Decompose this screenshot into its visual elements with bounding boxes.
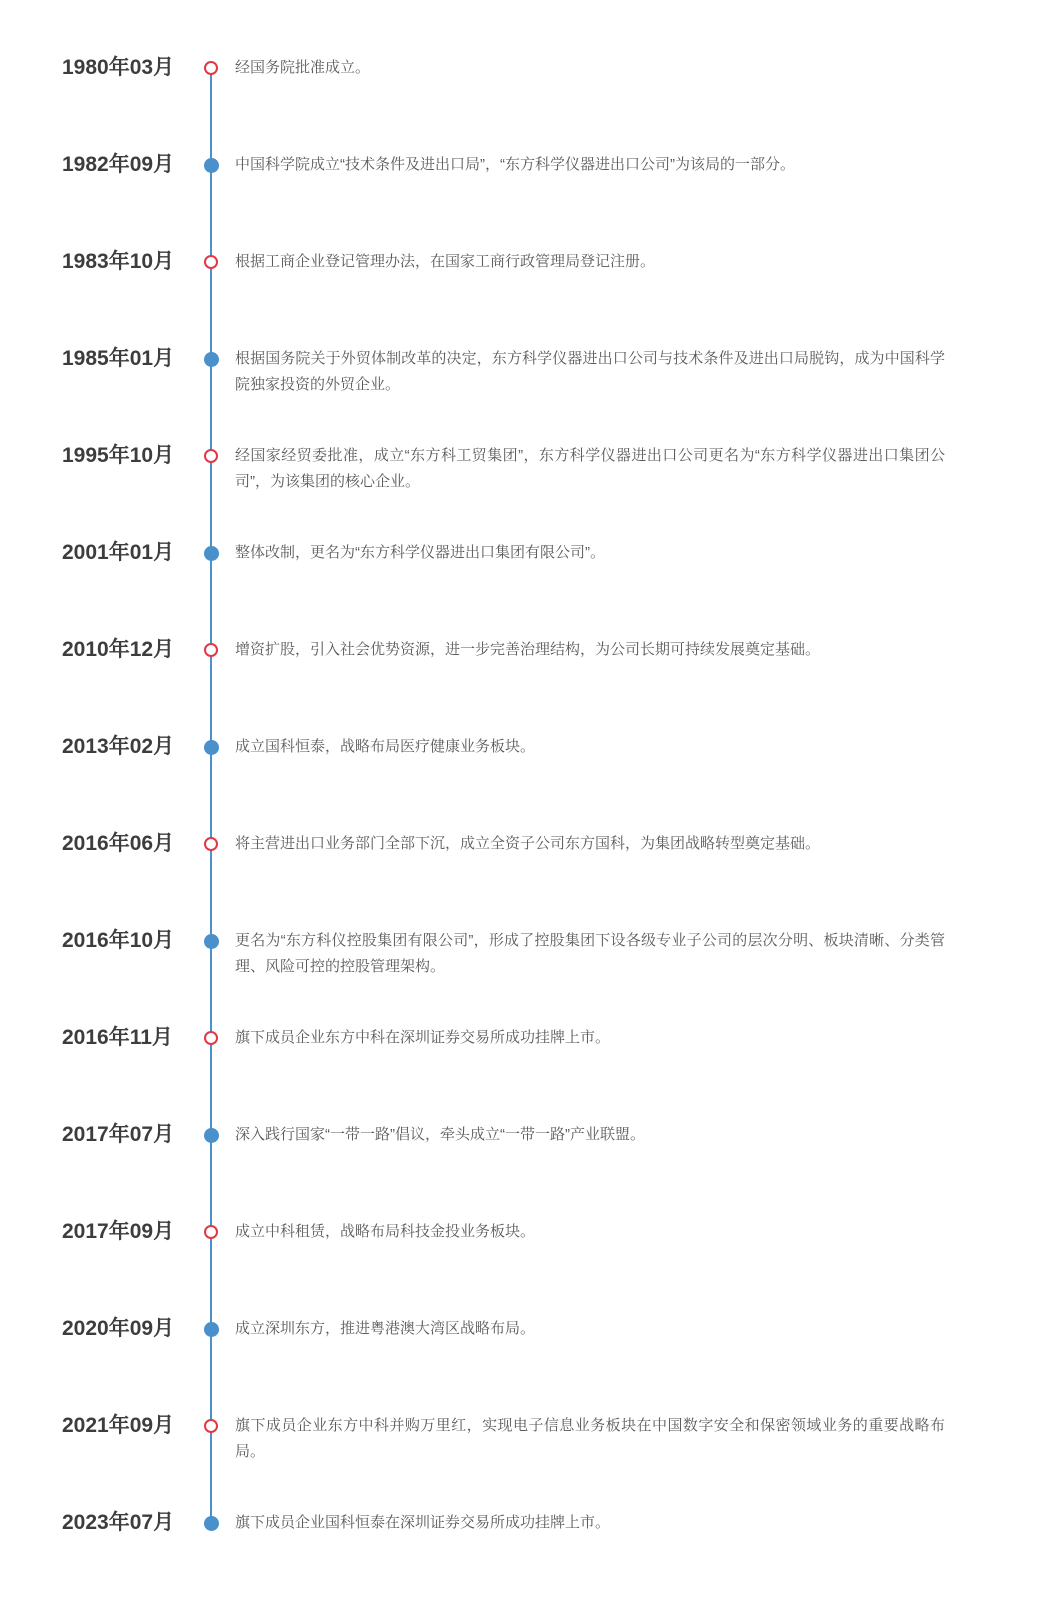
event-marker	[202, 926, 220, 949]
event-date: 2001年01月	[62, 541, 175, 564]
timeline-dot-filled-blue-icon	[204, 1128, 219, 1143]
event-date: 2016年06月	[62, 832, 175, 855]
event-description: 成立国科恒泰，战略布局医疗健康业务板块。	[235, 738, 536, 755]
timeline-event-row	[0, 538, 1064, 635]
event-date: 2013年02月	[62, 735, 175, 758]
event-marker	[202, 1508, 220, 1531]
timeline-event-row	[0, 247, 1064, 344]
event-date: 2017年07月	[62, 1123, 175, 1146]
timeline-event-row	[0, 53, 1064, 150]
event-description: 深入践行国家“一带一路”倡议，牵头成立“一带一路”产业联盟。	[235, 1126, 645, 1143]
timeline-dot-filled-blue-icon	[204, 1322, 219, 1337]
event-marker	[202, 1120, 220, 1143]
event-marker	[202, 247, 220, 269]
event-marker	[202, 441, 220, 463]
event-marker	[202, 538, 220, 561]
event-marker	[202, 1023, 220, 1045]
event-date: 2020年09月	[62, 1317, 175, 1340]
timeline-event-row	[0, 441, 1064, 538]
event-description: 旗下成员企业东方中科并购万里红，实现电子信息业务板块在中国数字安全和保密领域业务的重要战略布局。	[235, 1417, 945, 1460]
timeline-dot-hollow-red-icon	[204, 1031, 218, 1045]
timeline-event-row	[0, 1217, 1064, 1314]
timeline-dot-hollow-red-icon	[204, 643, 218, 657]
timeline-dot-hollow-red-icon	[204, 449, 218, 463]
timeline-event-row	[0, 1314, 1064, 1411]
event-marker	[202, 732, 220, 755]
event-description: 成立中科租赁，战略布局科技金投业务板块。	[235, 1223, 536, 1240]
event-date: 1985年01月	[62, 347, 175, 370]
event-description: 根据国务院关于外贸体制改革的决定，东方科学仪器进出口公司与技术条件及进出口局脱钩，成为中国科学院独家投资的外贸企业。	[235, 350, 945, 393]
timeline-event-row	[0, 1023, 1064, 1120]
timeline-event-row	[0, 926, 1064, 1023]
timeline-dot-filled-blue-icon	[204, 158, 219, 173]
event-date: 1982年09月	[62, 153, 175, 176]
timeline-event-row	[0, 829, 1064, 926]
timeline-dot-hollow-red-icon	[204, 61, 218, 75]
timeline-event-row	[0, 1120, 1064, 1217]
timeline-dot-filled-blue-icon	[204, 740, 219, 755]
event-description: 成立深圳东方，推进粤港澳大湾区战略布局。	[235, 1320, 536, 1337]
timeline-dot-filled-blue-icon	[204, 934, 219, 949]
timeline-dot-filled-blue-icon	[204, 1516, 219, 1531]
timeline-event-row	[0, 635, 1064, 732]
event-marker	[202, 635, 220, 657]
event-date: 1995年10月	[62, 444, 175, 467]
timeline-dot-filled-blue-icon	[204, 546, 219, 561]
event-date: 2023年07月	[62, 1511, 175, 1534]
event-marker	[202, 53, 220, 75]
event-date: 2016年11月	[62, 1026, 173, 1049]
event-description: 更名为“东方科仪控股集团有限公司”，形成了控股集团下设各级专业子公司的层次分明、板块清晰、分类管理、风险可控的控股管理架构。	[235, 932, 945, 975]
event-date: 1980年03月	[62, 56, 175, 79]
timeline-dot-hollow-red-icon	[204, 255, 218, 269]
event-description: 经国务院批准成立。	[235, 59, 371, 76]
event-description: 将主营进出口业务部门全部下沉，成立全资子公司东方国科，为集团战略转型奠定基础。	[235, 835, 821, 852]
event-marker	[202, 150, 220, 173]
timeline-event-row	[0, 1411, 1064, 1508]
event-description: 旗下成员企业东方中科在深圳证券交易所成功挂牌上市。	[235, 1029, 611, 1046]
event-description: 增资扩股，引入社会优势资源，进一步完善治理结构，为公司长期可持续发展奠定基础。	[235, 641, 821, 658]
timeline-event-row	[0, 344, 1064, 441]
event-marker	[202, 1314, 220, 1337]
event-date: 2021年09月	[62, 1414, 175, 1437]
event-description: 旗下成员企业国科恒泰在深圳证券交易所成功挂牌上市。	[235, 1514, 611, 1531]
event-date: 1983年10月	[62, 250, 175, 273]
event-date: 2017年09月	[62, 1220, 175, 1243]
timeline-dot-hollow-red-icon	[204, 1225, 218, 1239]
timeline-dot-hollow-red-icon	[204, 1419, 218, 1433]
event-date: 2010年12月	[62, 638, 175, 661]
event-date: 2016年10月	[62, 929, 175, 952]
event-description: 整体改制，更名为“东方科学仪器进出口集团有限公司”。	[235, 544, 605, 561]
event-marker	[202, 1411, 220, 1433]
timeline-event-row	[0, 732, 1064, 829]
event-marker	[202, 829, 220, 851]
event-marker	[202, 1217, 220, 1239]
timeline-events-list	[0, 53, 1064, 1605]
timeline-event-row	[0, 150, 1064, 247]
timeline-dot-hollow-red-icon	[204, 837, 218, 851]
event-marker	[202, 344, 220, 367]
timeline-dot-filled-blue-icon	[204, 352, 219, 367]
timeline-event-row	[0, 1508, 1064, 1605]
event-description: 根据工商企业登记管理办法，在国家工商行政管理局登记注册。	[235, 253, 656, 270]
event-description: 经国家经贸委批准，成立“东方科工贸集团”，东方科学仪器进出口公司更名为“东方科学仪器进出口集团公司”，为该集团的核心企业。	[235, 447, 945, 490]
event-description: 中国科学院成立“技术条件及进出口局”，“东方科学仪器进出口公司”为该局的一部分。	[235, 156, 795, 173]
